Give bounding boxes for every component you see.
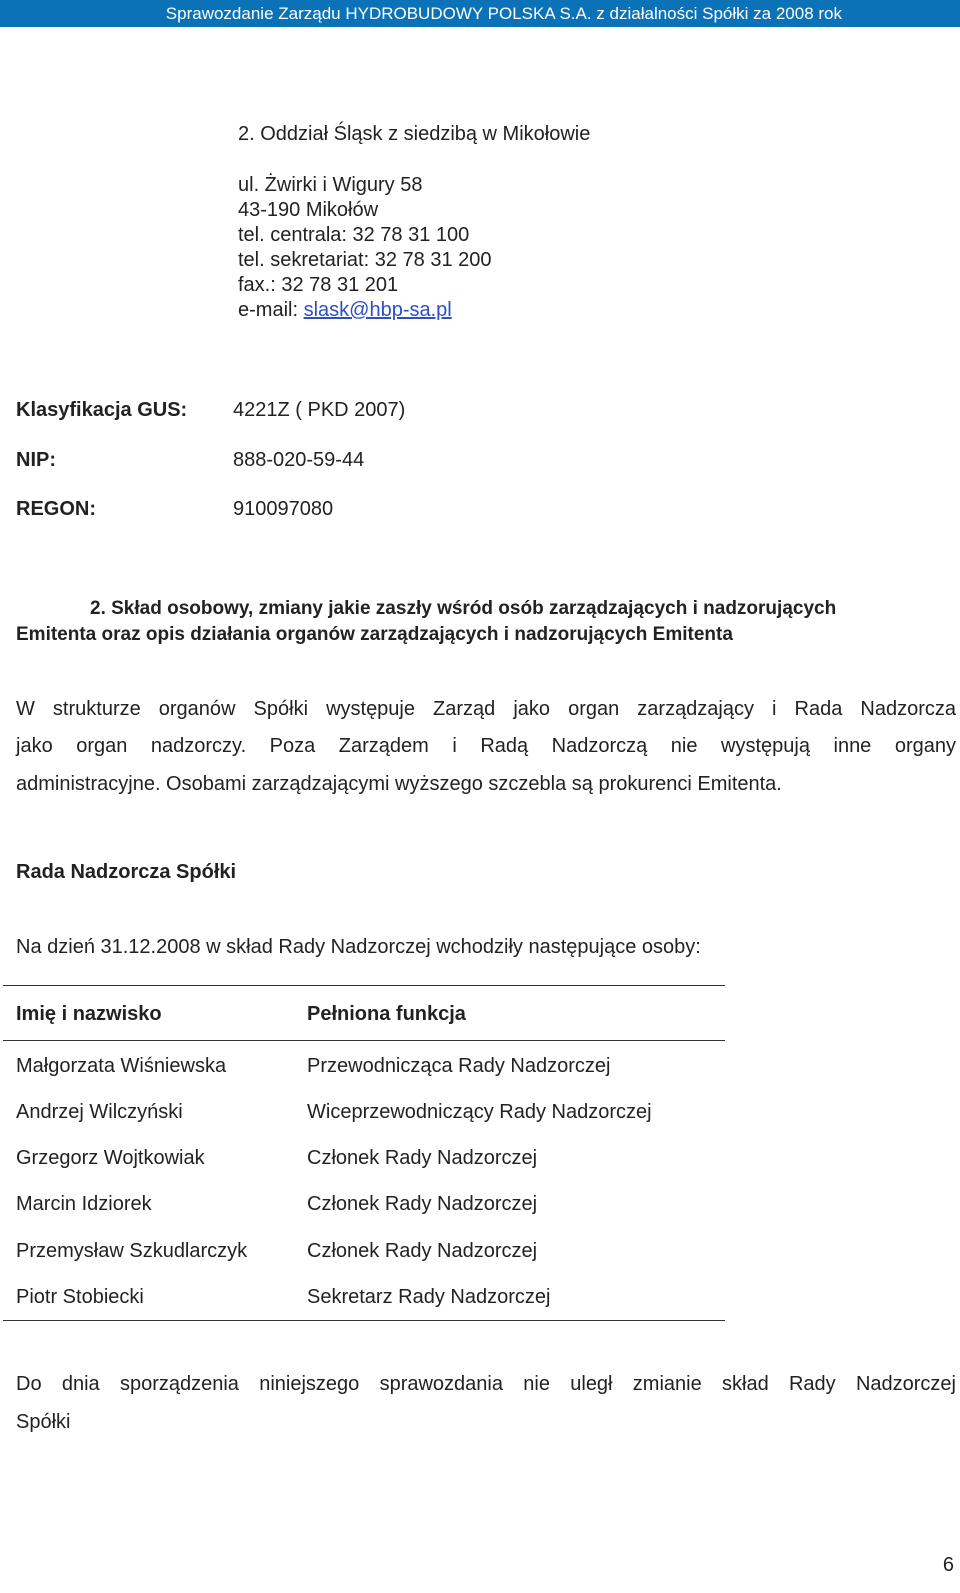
member-function: Sekretarz Rady Nadzorczej	[307, 1286, 551, 1308]
address-city: 43-190 Mikołów	[238, 199, 379, 221]
report-header: Sprawozdanie Zarządu HYDROBUDOWY POLSKA S.A. z działalności Spółki za 2008 rok	[0, 0, 960, 27]
email-link[interactable]: slask@hbp-sa.pl	[303, 299, 452, 321]
email-line	[238, 298, 492, 323]
note-line1: Do dnia sporządzenia niniejszego sprawozdania nie uległ zmianie skład Rady Nadzorczej	[16, 1373, 956, 1395]
gus-value: 4221Z ( PKD 2007)	[233, 399, 406, 421]
member-name: Piotr Stobiecki	[16, 1286, 144, 1308]
branch-address	[238, 173, 492, 323]
member-function: Członek Rady Nadzorczej	[307, 1240, 538, 1262]
table-bottom-rule	[3, 1320, 725, 1321]
note-line2: Spółki	[16, 1411, 71, 1433]
member-function: Wiceprzewodniczący Rady Nadzorczej	[307, 1101, 652, 1123]
board-title: Rada Nadzorcza Spółki	[16, 861, 237, 883]
paragraph-line2: jako organ nadzorczy. Poza Zarządem i Radą Nadzorczą nie występują inne organy	[16, 735, 956, 757]
phone-central: tel. centrala: 32 78 31 100	[238, 224, 470, 246]
member-name: Przemysław Szkudlarczyk	[16, 1240, 248, 1262]
regon-value: 910097080	[233, 498, 334, 520]
branch-title: 2. Oddział Śląsk z siedzibą w Mikołowie	[238, 123, 591, 145]
nip-value: 888-020-59-44	[233, 449, 365, 471]
paragraph-line3: administracyjne. Osobami zarządzającymi wyższego szczebla są prokurenci Emitenta.	[16, 773, 782, 795]
phone-secretary: tel. sekretariat: 32 78 31 200	[238, 249, 492, 271]
nip-label: NIP:	[16, 449, 56, 471]
table-top-rule	[3, 985, 725, 986]
column-header-function: Pełniona funkcja	[307, 1003, 466, 1025]
regon-label: REGON:	[16, 498, 96, 520]
section-heading-line2: Emitenta oraz opis działania organów zarządzających i nadzorujących Emitenta	[16, 624, 733, 645]
fax-number: fax.: 32 78 31 201	[238, 274, 399, 296]
member-name: Grzegorz Wojtkowiak	[16, 1147, 205, 1169]
column-header-name: Imię i nazwisko	[16, 1003, 162, 1025]
address-street: ul. Żwirki i Wigury 58	[238, 174, 423, 196]
member-name: Małgorzata Wiśniewska	[16, 1055, 227, 1077]
table-header-rule	[3, 1040, 725, 1041]
member-function: Przewodnicząca Rady Nadzorczej	[307, 1055, 611, 1077]
gus-label: Klasyfikacja GUS:	[16, 399, 188, 421]
board-intro: Na dzień 31.12.2008 w skład Rady Nadzorczej wchodziły następujące osoby:	[16, 936, 701, 958]
member-function: Członek Rady Nadzorczej	[307, 1193, 538, 1215]
member-function: Członek Rady Nadzorczej	[307, 1147, 538, 1169]
email-label: e-mail:	[238, 299, 304, 321]
page-number: 6	[942, 1554, 954, 1576]
member-name: Andrzej Wilczyński	[16, 1101, 183, 1123]
paragraph-line1: W strukturze organów Spółki występuje Zarząd jako organ zarządzający i Rada Nadzorcza	[16, 698, 956, 720]
member-name: Marcin Idziorek	[16, 1193, 152, 1215]
section-heading-line1: 2. Skład osobowy, zmiany jakie zaszły wśród osób zarządzających i nadzorujących	[90, 598, 837, 619]
